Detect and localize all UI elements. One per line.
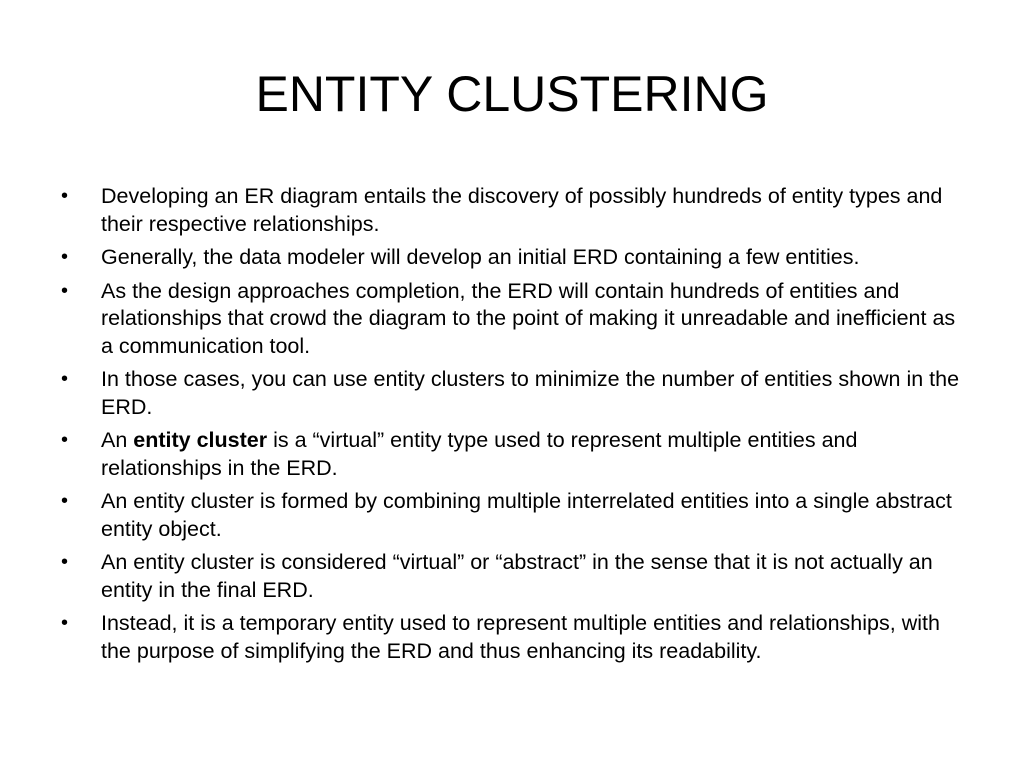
bullet-icon: • — [61, 490, 69, 512]
bullet-item — [56, 278, 966, 361]
bullet-term-entity-cluster: entity cluster — [133, 428, 268, 452]
bullet-icon: • — [61, 612, 69, 634]
bullet-text: As the design approaches completion, the ERD will contain hundreds of entities and relationships that crowd the diagram to the point of making it unreadable and inefficient as a communication tool. — [101, 278, 956, 358]
bullet-icon: • — [61, 368, 69, 390]
bullet-item — [56, 183, 966, 238]
bullet-item — [56, 488, 966, 543]
bullet-item — [56, 610, 966, 665]
bullet-text: Instead, it is a temporary entity used to represent multiple entities and relationships, with the purpose of simplifying the ERD and thus enhancing its readability. — [101, 611, 940, 663]
bullet-icon: • — [61, 279, 69, 302]
bullet-item — [56, 366, 966, 421]
bullet-text: An entity cluster is formed by combining multiple interrelated entities into a single abstract entity object. — [101, 489, 952, 541]
bullet-text: An entity cluster is considered “virtual” or “abstract” in the sense that it is not actually an entity in the final ERD. — [101, 550, 933, 602]
slide-title: ENTITY CLUSTERING — [255, 66, 769, 122]
bullet-icon: • — [61, 246, 69, 268]
bullet-text-pre: An — [101, 428, 134, 452]
bullet-item — [56, 244, 966, 272]
bullet-text-post: is a “virtual” entity type used to represent multiple entities and relationships in the ERD. — [101, 428, 858, 480]
bullet-item — [56, 427, 966, 482]
bullet-text: Generally, the data modeler will develop an initial ERD containing a few entities. — [101, 245, 860, 269]
bullet-text: Developing an ER diagram entails the discovery of possibly hundreds of entity types and their respective relationships. — [101, 184, 943, 236]
bullet-text: In those cases, you can use entity clusters to minimize the number of entities shown in the ERD. — [101, 367, 960, 419]
bullet-icon: • — [61, 551, 69, 573]
bullet-icon: • — [61, 185, 69, 207]
bullet-list — [56, 183, 966, 671]
bullet-icon: • — [61, 429, 69, 451]
bullet-item — [56, 549, 966, 604]
